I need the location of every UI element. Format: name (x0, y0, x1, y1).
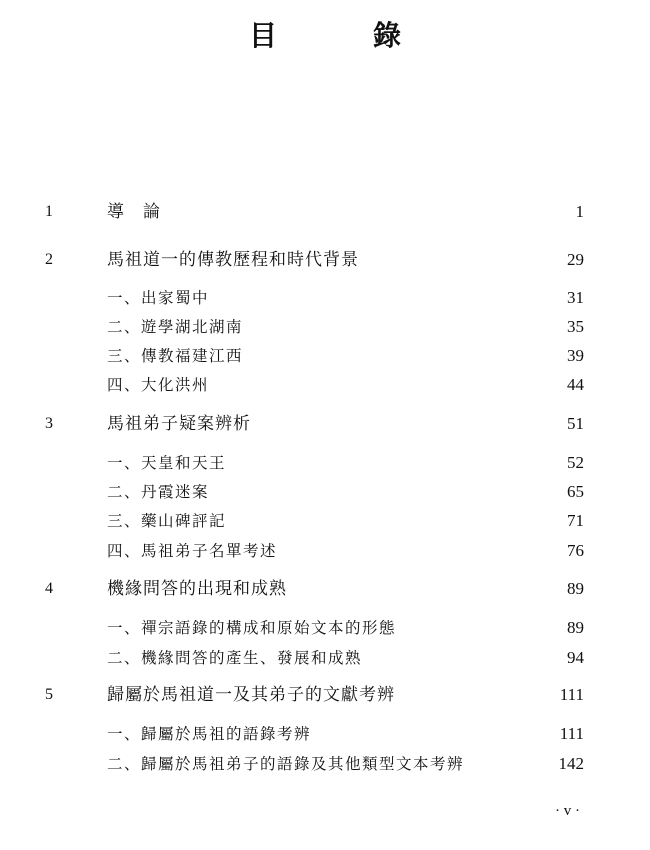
folio-page-number: · v · (555, 803, 580, 819)
page-number: 94 (567, 648, 584, 667)
page-number: 1 (575, 202, 584, 221)
page-number: 31 (567, 288, 584, 307)
page-number: 51 (567, 414, 584, 433)
chapter-title: 機緣問答的出現和成熟 (107, 579, 287, 599)
section-title: 三、藥山碑評記 (107, 512, 227, 530)
toc-section-row[interactable] (0, 752, 650, 776)
page-number: 39 (567, 346, 584, 365)
toc-chapter-row[interactable] (0, 248, 650, 272)
page-number: 89 (567, 579, 584, 598)
section-title: 一、天皇和天王 (107, 454, 227, 472)
chapter-number: 4 (45, 580, 53, 597)
page-number: 76 (567, 541, 584, 560)
page-number: 71 (567, 511, 584, 530)
section-title: 二、歸屬於馬祖弟子的語錄及其他類型文本考辨 (107, 755, 465, 773)
toc-chapter-row[interactable] (0, 577, 650, 601)
section-title: 二、遊學湖北湖南 (107, 318, 244, 336)
chapter-number: 2 (45, 251, 53, 268)
toc-section-row[interactable] (0, 539, 650, 563)
toc-section-row[interactable] (0, 646, 650, 670)
toc-section-row[interactable] (0, 344, 650, 368)
toc-section-row[interactable] (0, 480, 650, 504)
toc-section-row[interactable] (0, 286, 650, 310)
chapter-number: 5 (45, 686, 53, 703)
toc-section-row[interactable] (0, 373, 650, 397)
toc-section-row[interactable] (0, 722, 650, 746)
page-number: 44 (567, 375, 584, 394)
toc-section-row[interactable] (0, 315, 650, 339)
section-title: 一、出家蜀中 (107, 289, 210, 307)
section-title: 四、大化洪州 (107, 376, 210, 394)
page-number: 52 (567, 453, 584, 472)
chapter-title: 導 論 (107, 202, 161, 222)
toc-chapter-row[interactable] (0, 412, 650, 436)
page-title: 目 錄 (248, 19, 435, 52)
toc-chapter-row[interactable] (0, 200, 650, 224)
section-title: 三、傳教福建江西 (107, 347, 244, 365)
page-number: 111 (559, 724, 584, 743)
chapter-title: 馬祖弟子疑案辨析 (107, 414, 251, 434)
chapter-number: 3 (45, 415, 53, 432)
toc-section-row[interactable] (0, 451, 650, 475)
toc-chapter-row[interactable] (0, 683, 650, 707)
chapter-number: 1 (45, 203, 53, 220)
page-number: 35 (567, 317, 584, 336)
toc-section-row[interactable] (0, 616, 650, 640)
chapter-title: 歸屬於馬祖道一及其弟子的文獻考辨 (107, 685, 395, 705)
section-title: 一、禪宗語錄的構成和原始文本的形態 (107, 619, 397, 637)
section-title: 二、丹霞迷案 (107, 483, 210, 501)
section-title: 四、馬祖弟子名單考述 (107, 542, 278, 560)
toc-section-row[interactable] (0, 509, 650, 533)
page-number: 142 (558, 754, 584, 773)
section-title: 二、機緣問答的產生、發展和成熟 (107, 649, 363, 667)
page-number: 29 (567, 250, 584, 269)
page-number: 89 (567, 618, 584, 637)
section-title: 一、歸屬於馬祖的語錄考辨 (107, 725, 312, 743)
chapter-title: 馬祖道一的傳教歷程和時代背景 (107, 250, 359, 270)
page-number: 65 (567, 482, 584, 501)
page-number: 111 (559, 685, 584, 704)
